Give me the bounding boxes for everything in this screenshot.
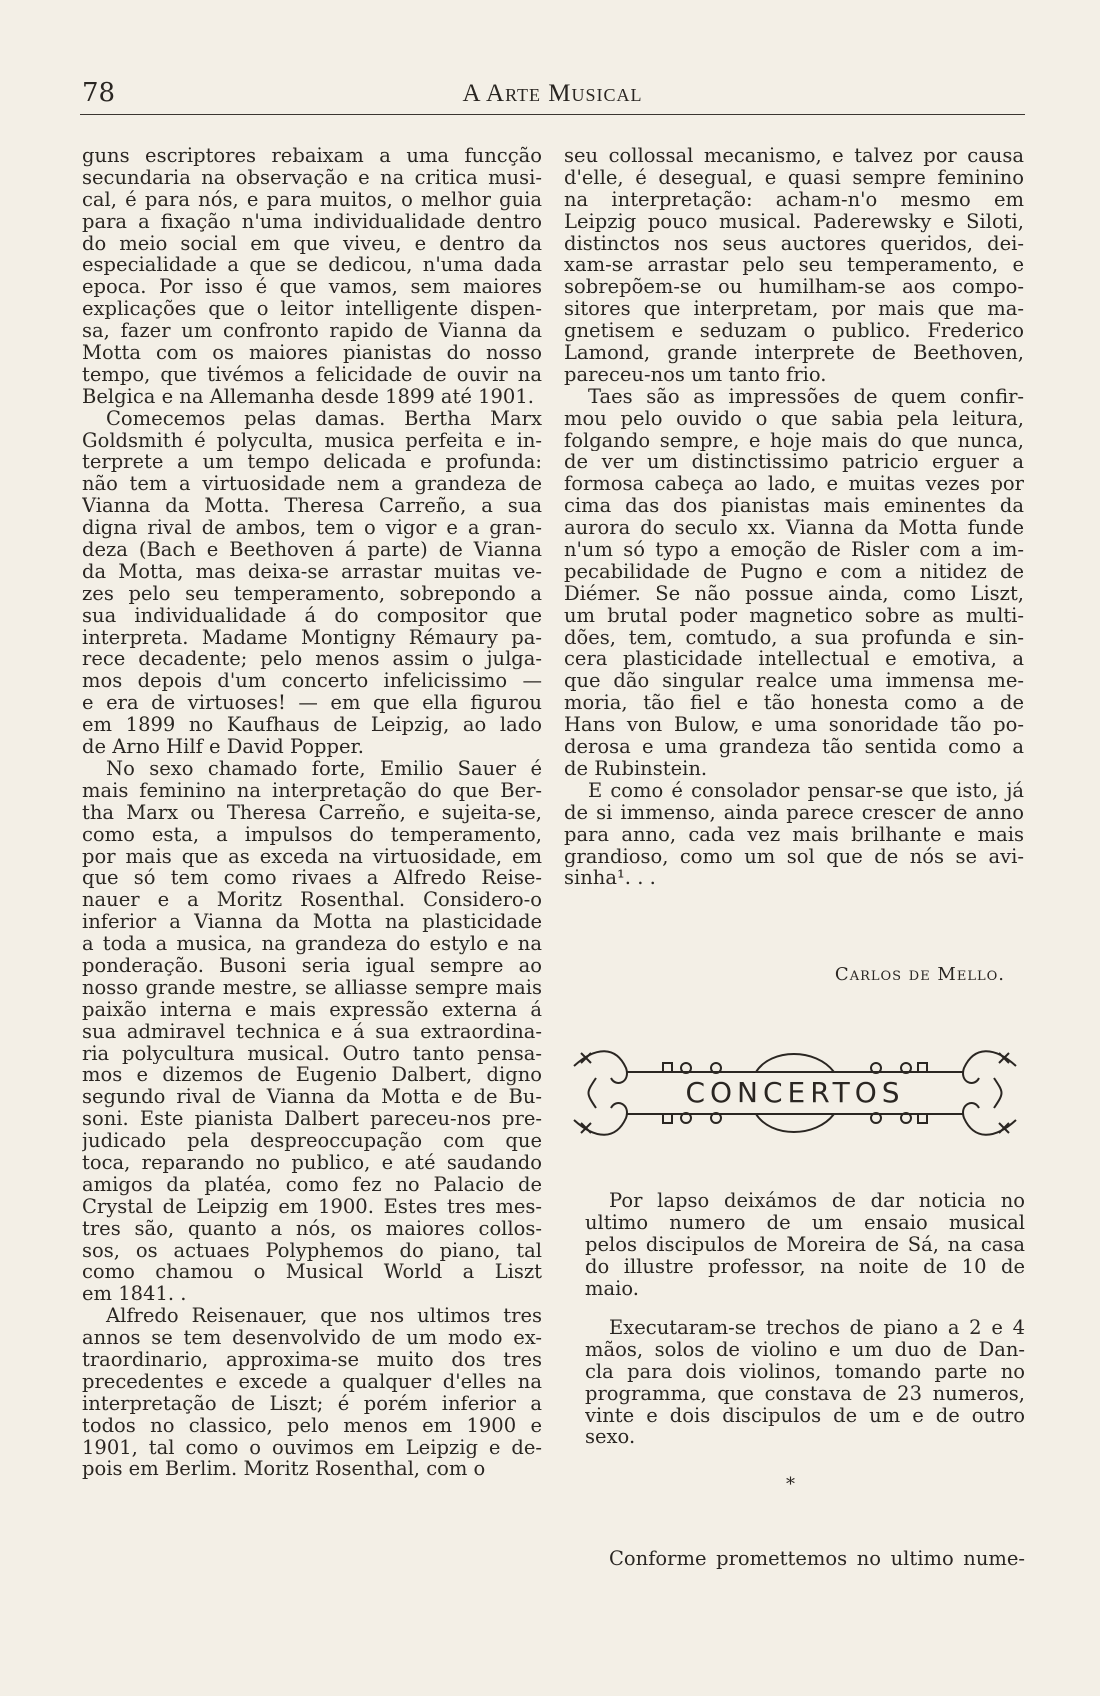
text-line: a toda a musica, na grandeza do estylo e na	[82, 933, 542, 955]
text-line: Goldsmith é polyculta, musica perfeita e in-	[82, 429, 542, 452]
page-header	[80, 78, 1025, 115]
text-line: que dão singular realce uma immensa me-	[564, 670, 1024, 693]
text-line: ponderação. Busoni seria igual sempre ao	[82, 954, 542, 977]
text-line: sexo.	[585, 1426, 636, 1449]
text-line: aurora do seculo xx. Vianna da Motta funde	[564, 517, 1024, 540]
text-line: cla para dois violinos, tomando parte no	[585, 1360, 1025, 1383]
text-line: folgando sempre, e hoje mais do que nunca,	[564, 429, 1024, 452]
text-line: todos no classico, pelo menos em 1900 e	[82, 1414, 542, 1437]
text-line: Leipzig pouco musical. Paderewsky e Siloti,	[564, 210, 1024, 233]
text-line: sinha¹. . .	[564, 867, 656, 890]
text-line: cima das dos pianistas mais eminentes da	[564, 495, 1024, 518]
text-line: cera plasticidade intellectual e emotiva, a	[564, 648, 1024, 671]
text-line: tres são, quanto a nós, os maiores collos-	[82, 1217, 542, 1240]
text-line: pareceu-nos um tanto frio.	[564, 363, 827, 386]
text-line: Comecemos pelas damas. Bertha Marx	[106, 407, 542, 430]
concertos-paragraph-3	[585, 1548, 1025, 1570]
section-separator: *	[786, 1474, 795, 1495]
text-line: um brutal poder magnetico sobre as multi-	[564, 604, 1024, 627]
text-line: sua individualidade á do compositor que	[82, 604, 542, 627]
text-line: Motta com os maiores pianistas do nosso	[82, 342, 542, 364]
author-signature: Carlos de Mello.	[834, 964, 1005, 985]
article-right-column	[564, 145, 1024, 889]
text-line: zes pelo seu temperamento, sobrepondo a	[82, 582, 542, 605]
text-line: mou pelo ouvido o que sabia pela leitura,	[564, 407, 1024, 430]
concertos-paragraph-2	[585, 1317, 1025, 1448]
text-line: como chamou o Musical World a Liszt	[82, 1261, 542, 1284]
text-line: seu collossal mecanismo, e talvez por causa	[564, 145, 1024, 167]
text-line: de Arno Hilf e David Popper.	[82, 736, 364, 758]
text-line: e era de virtuoses! — em que ella figurou	[82, 692, 542, 715]
text-line: moria, tão fiel e tão honesta como a de	[564, 692, 1024, 715]
article-left-column	[82, 145, 542, 1480]
text-line: do illustre professor, na noite de 10 de	[585, 1255, 1025, 1278]
text-line: que só tem como rivaes a Alfredo Reise-	[82, 867, 542, 890]
text-line: por mais que as exceda na virtuosidade, em	[82, 845, 542, 868]
text-line: de Rubinstein.	[564, 757, 708, 780]
text-line: pelos discipulos de Moreira de Sá, na casa	[585, 1233, 1025, 1256]
text-line: explicações que o leitor intelligente dispen-	[82, 298, 542, 321]
journal-title: A Arte Musical	[462, 80, 643, 107]
text-line: digna rival de ambos, tem o vigor e a gran-	[82, 517, 542, 540]
text-line: Crystal de Leipzig em 1900. Estes tres mes-	[82, 1195, 542, 1218]
text-line: pecabilidade de Pugno e com a nitidez de	[564, 560, 1024, 583]
text-line: derosa e uma grandeza tão sentida como a	[564, 736, 1024, 758]
text-line: segundo rival de Vianna da Motta e de Bu-	[82, 1086, 542, 1109]
page-number: 78	[82, 78, 116, 108]
text-line: nosso grande mestre, se alliasse sempre mais	[82, 976, 542, 999]
text-line: programma, que constava de 23 numeros,	[585, 1382, 1025, 1405]
text-line: sitores que interpretam, por mais que ma-	[564, 298, 1024, 321]
text-line: grandioso, como um sol que de nós se avi-	[564, 845, 1024, 868]
text-line: rece decadente; pelo menos assim o julga-	[82, 648, 542, 671]
text-line: d'elle, é desegual, e quasi sempre feminino	[564, 166, 1024, 189]
text-line: Conforme promettemos no ultimo nume-	[609, 1548, 1025, 1570]
text-line: Por lapso deixámos de dar noticia no	[609, 1190, 1025, 1212]
text-line: mos depois d'um concerto infelicissimo —	[82, 670, 542, 693]
text-line: toca, reparando no publico, e até saudando	[82, 1151, 542, 1174]
text-line: paixão interna e mais expressão externa á	[82, 998, 542, 1021]
text-line: pois em Berlim. Moritz Rosenthal, com o	[82, 1458, 486, 1481]
text-line: como esta, a impulsos do temperamento,	[82, 823, 542, 846]
text-line: distinctos nos seus auctores queridos, dei-	[564, 232, 1024, 255]
text-line: sa, fazer um confronto rapido de Vianna da	[82, 320, 542, 343]
text-line: para anno, cada vez mais brilhante e mais	[564, 823, 1024, 846]
text-line: especialidade a que se dedicou, n'uma dada	[82, 254, 542, 277]
text-line: Diémer. Se não possue ainda, como Liszt,	[564, 582, 1024, 605]
text-line: em 1899 no Kaufhaus de Leipzig, ao lado	[82, 714, 542, 737]
text-line: Executaram-se trechos de piano a 2 e 4	[609, 1317, 1025, 1339]
text-line: tempo, que tivémos a felicidade de ouvir na	[82, 363, 542, 386]
concertos-section-banner	[566, 1038, 1024, 1148]
text-line: gnetisem e seduzam o publico. Frederico	[564, 320, 1024, 343]
concertos-paragraph-1	[585, 1190, 1025, 1299]
text-line: ria polycultura musical. Outro tanto pensa-	[82, 1042, 542, 1065]
section-title: CONCERTOS	[685, 1076, 905, 1109]
text-line: traordinario, approxima-se muito dos tres	[82, 1348, 542, 1371]
text-line: mãos, solos de violino e um duo de Dan-	[585, 1338, 1025, 1361]
text-line: não tem a virtuosidade nem a grandeza de	[82, 473, 542, 496]
text-line: soni. Este pianista Dalbert pareceu-nos pre-	[82, 1108, 542, 1131]
text-line: amigos da platéa, como fez no Palacio de	[82, 1173, 542, 1196]
text-line: da Motta, mas deixa-se arrastar muitas ve-	[82, 560, 542, 583]
text-line: xam-se arrastar pelo seu temperamento, e	[564, 254, 1024, 277]
text-line: na interpretação: acham-n'o mesmo em	[564, 188, 1024, 211]
text-line: terprete a um tempo delicada e profunda:	[82, 451, 542, 474]
text-line: guns escriptores rebaixam a uma funcção	[82, 145, 542, 167]
text-line: para a fixação n'uma individualidade dentro	[82, 210, 542, 233]
text-line: nauer e a Moritz Rosenthal. Considero-o	[82, 889, 542, 912]
text-line: ultimo numero de um ensaio musical	[585, 1211, 1025, 1234]
text-line: deza (Bach e Beethoven á parte) de Vianna	[82, 539, 542, 561]
text-line: dões, tem, comtudo, a sua profunda e sin-	[564, 626, 1024, 649]
text-line: 1901, tal como o ouvimos em Leipzig e de-	[82, 1436, 542, 1459]
text-line: sobrepõem-se ou humilham-se aos compo-	[564, 276, 1024, 299]
text-line: sos, os actuaes Polyphemos do piano, tal	[82, 1239, 542, 1262]
text-line: tha Marx ou Theresa Carreño, e sujeita-se,	[82, 801, 542, 824]
text-line: sua admiravel technica e á sua extraordina-	[82, 1020, 542, 1043]
text-line: Vianna da Motta. Theresa Carreño, a sua	[82, 495, 542, 518]
text-line: Hans von Bulow, e uma sonoridade tão po-	[564, 714, 1024, 737]
text-line: de ver um distinctissimo patricio erguer a	[564, 451, 1024, 474]
text-line: formosa cabeça ao lado, e muitas vezes por	[564, 473, 1024, 496]
text-line: No sexo chamado forte, Emilio Sauer é	[106, 757, 542, 780]
text-line: precedentes e excede a qualquer d'elles na	[82, 1370, 542, 1393]
text-line: Taes são as impressões de quem confir-	[588, 385, 1024, 408]
text-line: de si immenso, ainda parece crescer de anno	[564, 801, 1024, 824]
text-line: Lamond, grande interprete de Beethoven,	[564, 342, 1024, 364]
text-line: do meio social em que viveu, e dentro da	[82, 232, 542, 255]
text-line: secundaria na observação e na critica musi-	[82, 166, 542, 189]
text-line: maio.	[585, 1277, 639, 1300]
text-line: annos se tem desenvolvido de um modo ex-	[82, 1327, 542, 1349]
text-line: epoca. Por isso é que vamos, sem maiores	[82, 276, 542, 299]
text-line: cal, é para nós, e para muitos, o melhor guia	[82, 188, 542, 211]
text-line: Belgica e na Allemanha desde 1899 até 1901.	[82, 385, 534, 408]
text-line: E como é consolador pensar-se que isto, já	[588, 779, 1024, 802]
text-line: mos e dizemos de Eugenio Dalbert, digno	[82, 1064, 542, 1087]
text-line: interpretação de Liszt; é porém inferior a	[82, 1392, 542, 1415]
text-line: Alfredo Reisenauer, que nos ultimos tres	[106, 1305, 542, 1328]
text-line: n'um só typo a emoção de Risler com a im-	[564, 539, 1024, 561]
text-line: interpreta. Madame Montigny Rémaury pa-	[82, 626, 542, 649]
text-line: vinte e dois discipulos de um e de outro	[585, 1404, 1025, 1427]
text-line: mais feminino na interpretação do que Ber-	[82, 779, 542, 802]
text-line: inferior a Vianna da Motta na plasticidade	[82, 911, 542, 934]
text-line: em 1841. .	[82, 1283, 187, 1306]
text-line: judicado pela despreoccupação com que	[82, 1130, 542, 1152]
